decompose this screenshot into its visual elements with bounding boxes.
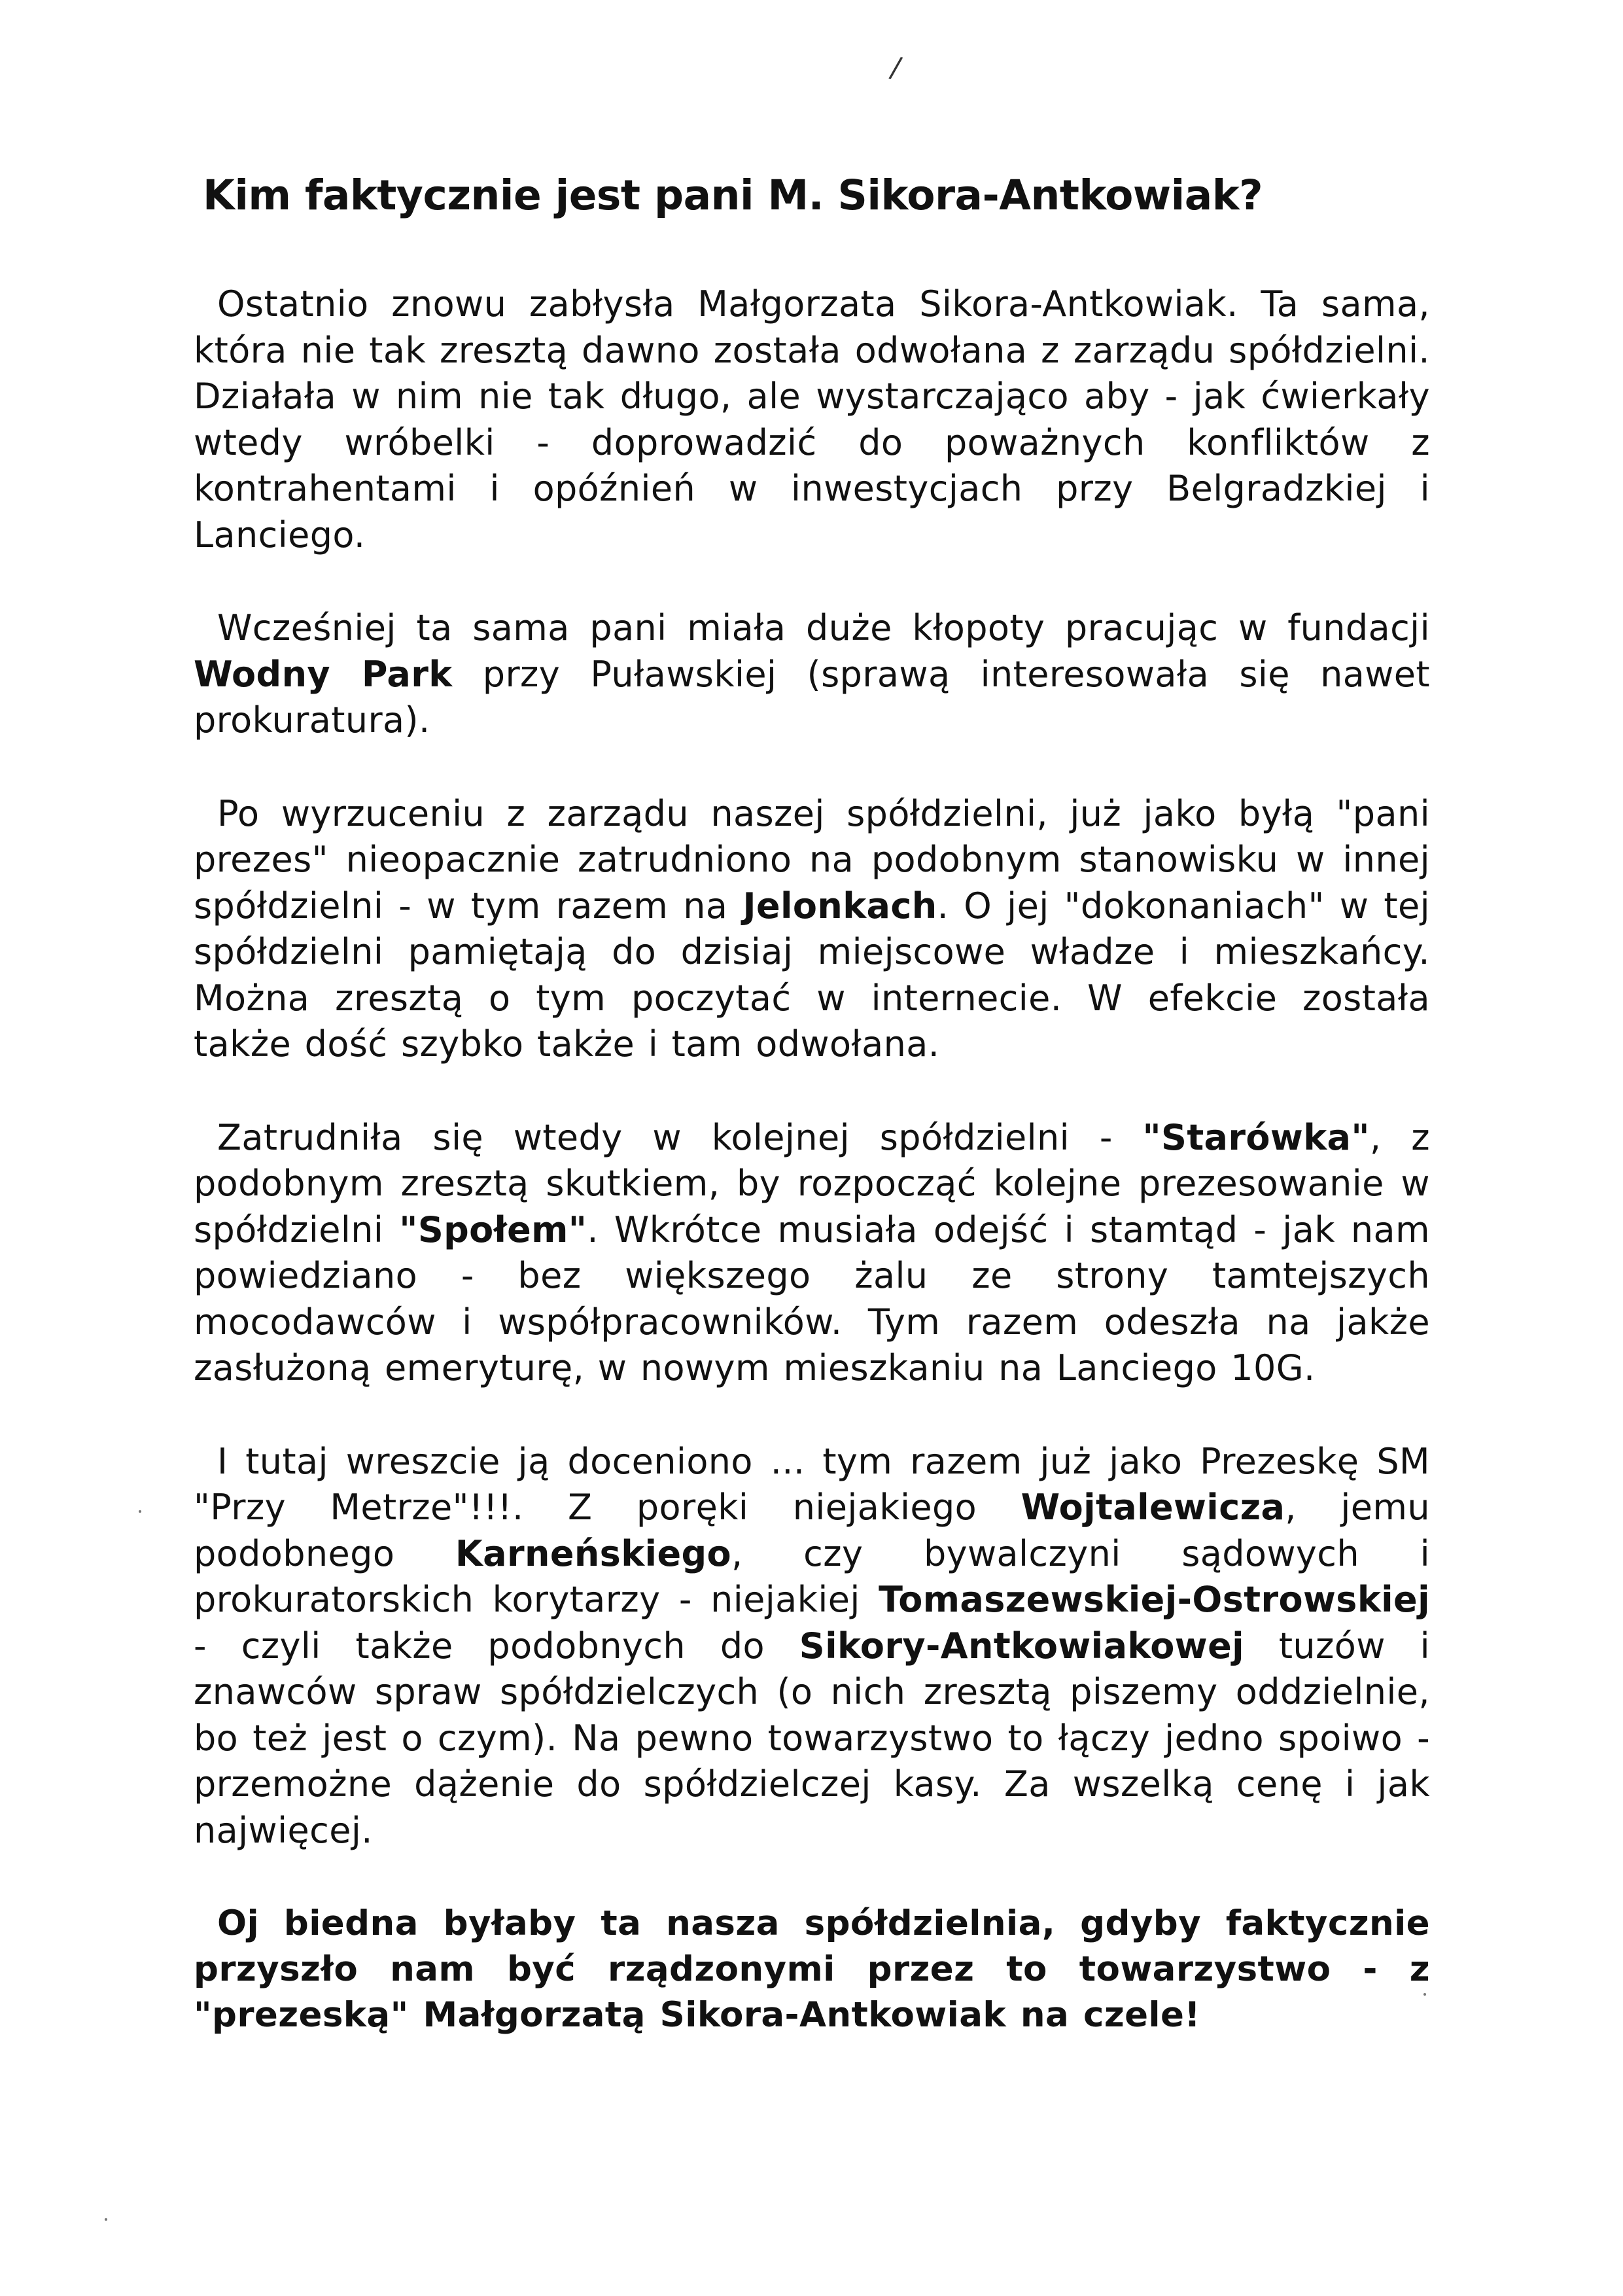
paragraph-1 — [194, 281, 1430, 558]
paragraph-text: Zatrudniła się wtedy w kolejnej spółdzielni - — [217, 1116, 1143, 1158]
paragraph-text: Ostatnio znowu zabłysła Małgorzata Sikora-Antkowiak. Ta sama, która nie tak zresztą dawno została odwołana z zarządu spółdzielni. Działała w nim nie tak długo, ale wystarczająco aby - jak ćwierkały wtedy wróbelki - doprowadzić do poważnych konfliktów z kontrahentami i opóźnień w inwestycjach przy Belgradzkiej i Lanciego. — [194, 283, 1430, 556]
paragraph-text: - czyli także podobnych do — [194, 1625, 799, 1667]
paragraph-text: przy Puławskiej (sprawą interesowała się nawet prokuratura). — [194, 653, 1430, 741]
bold-name-karnenski: Karneńskiego — [455, 1532, 732, 1574]
bold-name-jelonki: Jelonkach — [742, 885, 937, 927]
paragraph-text: I tutaj wreszcie ją doceniono ... tym razem już jako Prezeskę SM "Przy Metrze"!!!. Z poręki niejakiego — [194, 1440, 1430, 1528]
bold-name-tomaszewska-ostrowska: Tomaszewskiej-Ostrowskiej — [879, 1579, 1430, 1620]
paragraph-4 — [194, 1115, 1430, 1392]
paragraph-text: tuzów i znawców spraw spółdzielczych (o nich zresztą piszemy oddzielnie, bo też jest o czym). Na pewno towarzystwo to łączy jedno spoiwo - przemożne dążenie do spółdzielczej kasy. Za wszelką cenę i jak najwięcej. — [194, 1625, 1430, 1851]
paragraph-2 — [194, 605, 1430, 744]
document-body — [194, 281, 1430, 2038]
paragraph-text: Po wyrzuceniu z zarządu naszej spółdzielni, już jako byłą "pani prezes" nieopacznie zatrudniono na podobnym stanowisku w innej spółdzielni - w tym razem na — [194, 792, 1430, 927]
closing-statement: Oj biedna byłaby ta nasza spółdzielnia, gdyby faktycznie przyszło nam być rządzonymi przez to towarzystwo - z "prezeską" Małgorzatą Sikora-Antkowiak na czele! — [194, 1903, 1430, 2035]
scan-mark: / — [887, 50, 904, 85]
bold-name-wojtalewicz: Wojtalewicza — [1021, 1487, 1285, 1528]
scan-speck — [1423, 1993, 1426, 1996]
paragraph-text: , czy bywalczyni sądowych i prokuratorskich korytarzy - niejakiej — [194, 1532, 1430, 1620]
paragraph-text: Wcześniej ta sama pani miała duże kłopoty pracując w fundacji — [217, 607, 1430, 648]
bold-name-wodny-park: Wodny Park — [194, 653, 453, 695]
scan-speck — [139, 1510, 141, 1513]
bold-name-sikora-antkowiakowa: Sikory-Antkowiakowej — [799, 1625, 1245, 1667]
paragraph-5 — [194, 1439, 1430, 1854]
paragraph-text: . Wkrótce musiała odejść i stamtąd - jak nam powiedziano - bez większego żalu ze strony tamtejszych mocodawców i współpracowników. Tym razem odeszła na jakże zasłużoną emeryturę, w nowym mieszkaniu na Lanciego 10G. — [194, 1209, 1430, 1388]
paragraph-text: , z podobnym zresztą skutkiem, by rozpocząć kolejne prezesowanie w spółdzielni — [194, 1116, 1431, 1250]
paragraph-text: . O jej "dokonaniach" w tej spółdzielni pamiętają do dzisiaj miejscowe władze i mieszkańcy. Można zresztą o tym poczytać w internecie. W efekcie została także dość szybko także i tam odwołana. — [194, 885, 1431, 1065]
document-title: Kim faktycznie jest pani M. Sikora-Antkowiak? — [203, 171, 1263, 219]
scan-speck — [105, 2218, 107, 2221]
bold-name-starowka: "Starówka" — [1142, 1116, 1370, 1158]
paragraph-3 — [194, 791, 1430, 1068]
bold-name-spolem: "Społem" — [399, 1209, 587, 1250]
paragraph-text: , jemu podobnego — [194, 1487, 1430, 1574]
